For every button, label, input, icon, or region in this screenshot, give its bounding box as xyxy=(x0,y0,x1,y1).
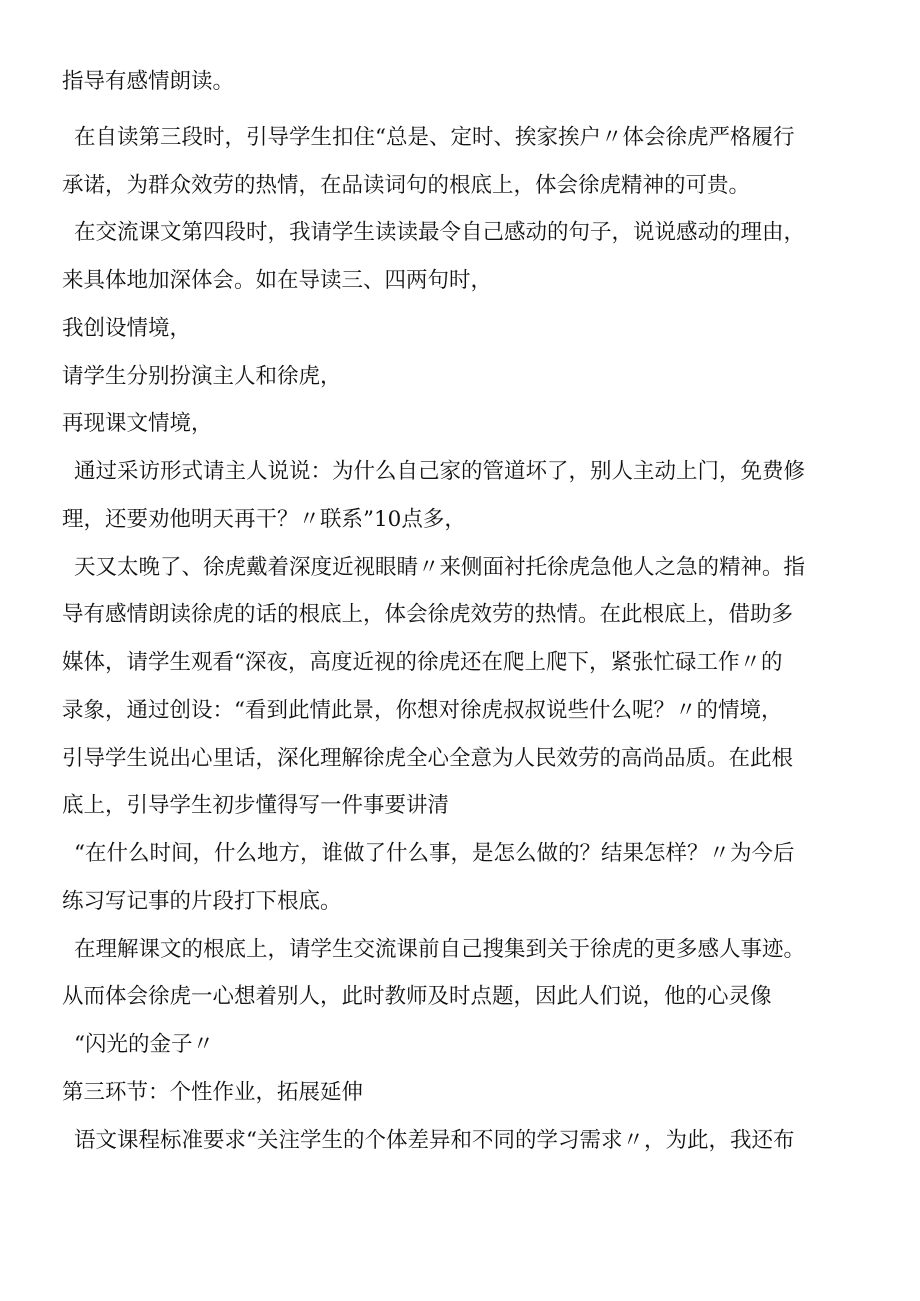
text-line: “闪光的金子〃 xyxy=(74,1032,214,1057)
text-line: 理，还要劝他明天再干？〃联系”10点多， xyxy=(62,507,466,532)
text-line: 语文课程标准要求“关注学生的个体差异和不同的学习需求〃，为此，我还布 xyxy=(74,1128,795,1153)
text-line: 通过采访形式请主人说说：为什么自己家的管道坏了，别人主动上门，免费修 xyxy=(74,459,806,484)
text-line: 底上，引导学生初步懂得写一件事要讲清 xyxy=(62,793,450,818)
text-line: 练习写记事的片段打下根底。 xyxy=(62,889,342,914)
text-line: 在交流课文第四段时，我请学生读读最令自己感动的句子，说说感动的理由， xyxy=(74,220,806,245)
text-line: 录象，通过创设：“看到此情此景，你想对徐虎叔叔说些什么呢？〃的情境， xyxy=(62,698,783,723)
text-line: 再现课文情境， xyxy=(62,411,213,436)
text-line: 在自读第三段时，引导学生扣住“总是、定时、挨家挨户〃体会徐虎严格履行 xyxy=(74,125,795,150)
text-line: 在理解课文的根底上，请学生交流课前自己搜集到关于徐虎的更多感人事迹。 xyxy=(74,937,806,962)
text-line: “在什么时间，什么地方，谁做了什么事，是怎么做的？结果怎样？〃为今后 xyxy=(74,841,795,866)
text-line: 媒体，请学生观看“深夜，高度近视的徐虎还在爬上爬下，紧张忙碌工作〃的 xyxy=(62,650,783,675)
text-line: 请学生分别扮演主人和徐虎， xyxy=(62,364,342,389)
text-line: 引导学生说出心里话，深化理解徐虎全心全意为人民效劳的高尚品质。在此根 xyxy=(62,746,794,771)
text-line: 我创设情境， xyxy=(62,316,192,341)
text-line: 从而体会徐虎一心想着别人，此时教师及时点题，因此人们说，他的心灵像 xyxy=(62,984,772,1009)
text-line: 承诺，为群众效劳的热情，在品读词句的根底上，体会徐虎精神的可贵。 xyxy=(62,173,751,198)
section-heading: 第三环节：个性作业，拓展延伸 xyxy=(62,1080,364,1105)
text-line: 指导有感情朗读。 xyxy=(62,69,235,94)
text-line: 天又太晚了、徐虎戴着深度近视眼睛〃来侧面衬托徐虎急他人之急的精神。指 xyxy=(74,555,806,580)
text-line: 来具体地加深体会。如在导读三、四两句时， xyxy=(62,268,493,293)
text-line: 导有感情朗读徐虎的话的根底上，体会徐虎效劳的热情。在此根底上，借助多 xyxy=(62,602,794,627)
